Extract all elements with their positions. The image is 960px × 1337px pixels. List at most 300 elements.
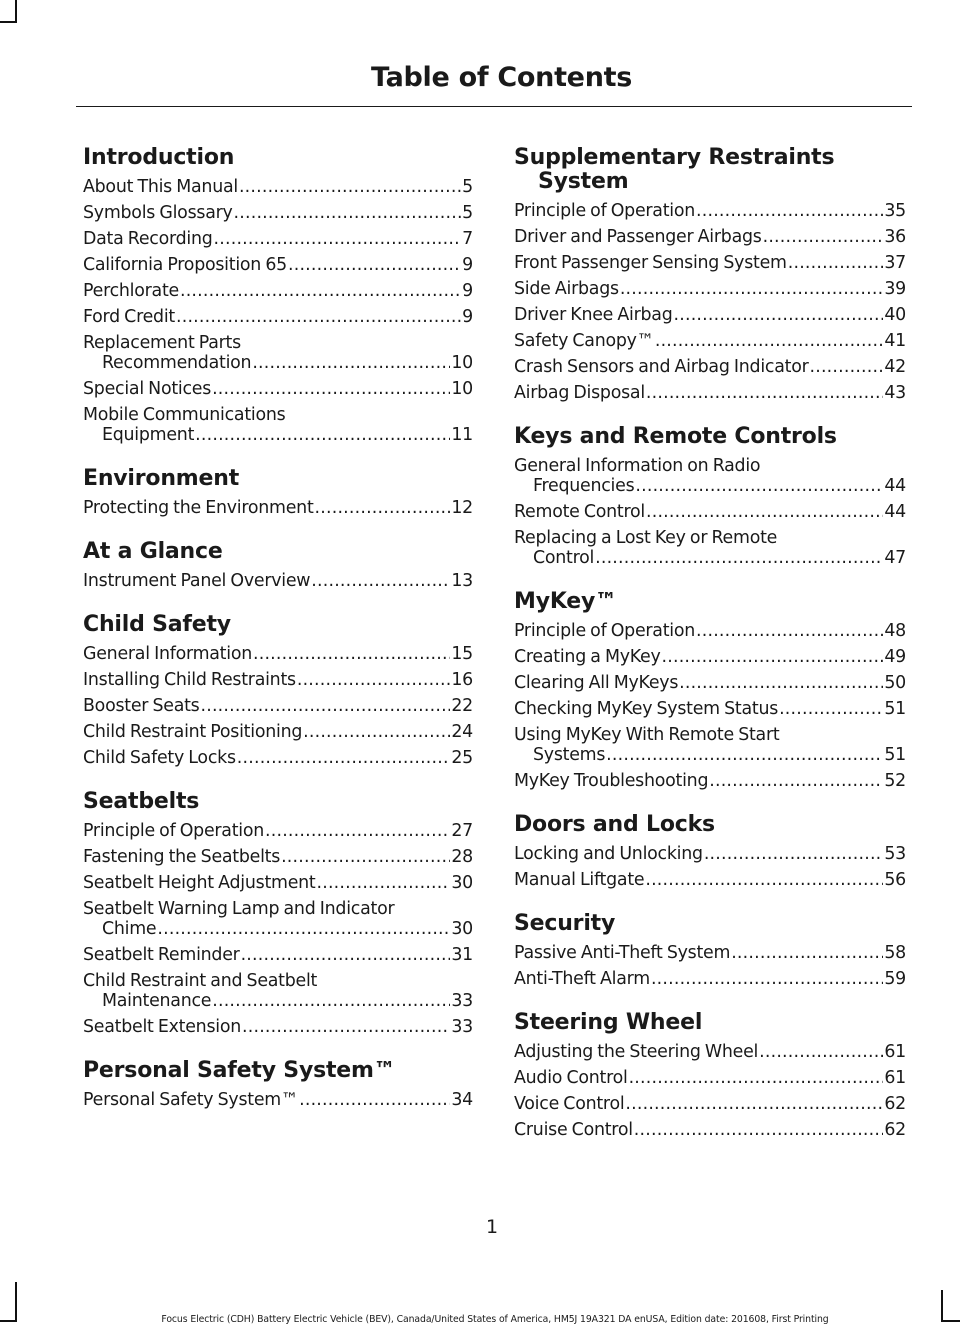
toc-entry-title: Instrument Panel Overview [83, 571, 311, 591]
section-title [83, 790, 473, 814]
toc-entry-page: 33 [451, 991, 473, 1011]
section-title [514, 1011, 906, 1035]
toc-entry-page: 51 [884, 745, 906, 765]
toc-entry[interactable] [83, 405, 473, 445]
toc-entry-page: 61 [884, 1042, 906, 1062]
toc-entry-line [83, 670, 473, 690]
toc-entry-title: Cruise Control [514, 1120, 633, 1140]
toc-entry[interactable] [514, 383, 906, 403]
toc-entry-title: Airbag Disposal [514, 383, 645, 403]
toc-entry-line [83, 498, 473, 518]
section-title-line: MyKey™ [514, 589, 617, 614]
toc-entry-page: 36 [884, 227, 906, 247]
section-title-line: At a Glance [83, 539, 223, 564]
toc-entry-line [514, 1042, 906, 1062]
toc-entry[interactable] [83, 873, 473, 893]
toc-entry-title: California Proposition 65 [83, 255, 287, 275]
toc-entry-line [514, 201, 906, 221]
toc-section [83, 613, 473, 768]
dot-leader [241, 945, 451, 965]
dot-leader [157, 919, 450, 939]
dot-leader [252, 353, 450, 373]
crop-mark [15, 1282, 17, 1322]
toc-entry-list [83, 177, 473, 445]
toc-entry-title: Remote Control [514, 502, 645, 522]
toc-entry-title: Seatbelt Warning Lamp and Indicator [83, 899, 395, 919]
toc-entry-line [514, 725, 906, 745]
toc-entry-title: Side Airbags [514, 279, 619, 299]
toc-entry[interactable] [514, 1120, 906, 1140]
toc-entry-page: 15 [451, 644, 473, 664]
dot-leader [779, 699, 883, 719]
dot-leader [679, 673, 883, 693]
dot-leader [281, 847, 450, 867]
toc-entry-list [514, 844, 906, 890]
toc-entry-title: Anti-Theft Alarm [514, 969, 650, 989]
toc-entry[interactable] [514, 771, 906, 791]
dot-leader [299, 1090, 450, 1110]
toc-entry-page: 62 [884, 1094, 906, 1114]
dot-leader [315, 498, 451, 518]
toc-entry[interactable] [83, 379, 473, 399]
toc-entry-line [514, 969, 906, 989]
toc-entry-title: About This Manual [83, 177, 238, 197]
toc-entry-page: 24 [451, 722, 473, 742]
dot-leader [195, 425, 450, 445]
toc-entry-line [83, 571, 473, 591]
toc-entry-page: 39 [884, 279, 906, 299]
dot-leader [651, 969, 883, 989]
toc-entry[interactable] [83, 333, 473, 373]
toc-entry-title: Mobile Communications [83, 405, 286, 425]
toc-entry-title: Checking MyKey System Status [514, 699, 779, 719]
toc-entry-list [83, 498, 473, 518]
toc-section [83, 1059, 473, 1110]
toc-entry-line [83, 899, 473, 919]
toc-entry-line [514, 771, 906, 791]
toc-entry[interactable] [514, 870, 906, 890]
toc-entry-page: 9 [462, 255, 473, 275]
toc-entry-line [514, 502, 906, 522]
dot-leader [239, 177, 461, 197]
toc-entry-line [83, 1017, 473, 1037]
section-title [514, 425, 906, 449]
toc-entry-title: Adjusting the Steering Wheel [514, 1042, 759, 1062]
toc-section [83, 467, 473, 518]
dot-leader [234, 203, 462, 223]
toc-entry-page: 58 [884, 943, 906, 963]
dot-leader [303, 722, 450, 742]
toc-entry-page: 12 [451, 498, 473, 518]
toc-entry-line [514, 870, 906, 890]
toc-entry-list [514, 456, 906, 568]
toc-entry-title: Special Notices [83, 379, 212, 399]
dot-leader [629, 1068, 884, 1088]
dot-leader [180, 281, 461, 301]
toc-entry-title: Manual Liftgate [514, 870, 645, 890]
toc-entry-page: 43 [884, 383, 906, 403]
toc-entry[interactable] [514, 621, 906, 641]
toc-entry-line [83, 919, 473, 939]
toc-entry-title: Child Restraint and Seatbelt [83, 971, 318, 991]
toc-entry-page: 62 [884, 1120, 906, 1140]
toc-entry-title: Crash Sensors and Airbag Indicator [514, 357, 809, 377]
toc-entry[interactable] [514, 502, 906, 522]
toc-entry[interactable] [83, 203, 473, 223]
toc-entry-title: Driver and Passenger Airbags [514, 227, 762, 247]
section-title [514, 590, 906, 614]
section-title-line: Child Safety [83, 612, 231, 637]
dot-leader [201, 696, 451, 716]
toc-entry-title: Equipment [102, 425, 195, 445]
toc-entry-title: Using MyKey With Remote Start [514, 725, 780, 745]
toc-entry-line [514, 357, 906, 377]
toc-entry-line [83, 353, 473, 373]
toc-entry-page: 49 [884, 647, 906, 667]
dot-leader [810, 357, 884, 377]
toc-entry[interactable] [83, 847, 473, 867]
toc-entry-page: 9 [462, 281, 473, 301]
section-title-line: Introduction [83, 145, 235, 170]
toc-entry[interactable] [83, 670, 473, 690]
toc-entry-line [514, 673, 906, 693]
toc-entry[interactable] [514, 253, 906, 273]
toc-section [514, 912, 906, 989]
toc-entry-page: 10 [451, 379, 473, 399]
toc-entry-line [83, 281, 473, 301]
toc-column-left [83, 146, 473, 1132]
toc-entry-page: 5 [462, 177, 473, 197]
toc-entry-page: 10 [451, 353, 473, 373]
toc-entry-page: 16 [451, 670, 473, 690]
dot-leader [288, 255, 461, 275]
toc-entry[interactable] [83, 748, 473, 768]
toc-entry-line [83, 748, 473, 768]
dot-leader [759, 1042, 883, 1062]
toc-entry-line [514, 844, 906, 864]
toc-entry-line [83, 203, 473, 223]
dot-leader [297, 670, 451, 690]
toc-entry-list [514, 201, 906, 403]
dot-leader [317, 873, 451, 893]
section-title [83, 613, 473, 637]
toc-entry-page: 9 [462, 307, 473, 327]
toc-entry-line [83, 722, 473, 742]
toc-entry-page: 56 [884, 870, 906, 890]
section-title [83, 467, 473, 491]
toc-entry[interactable] [83, 644, 473, 664]
toc-entry-title: MyKey Troubleshooting [514, 771, 709, 791]
toc-entry-page: 40 [884, 305, 906, 325]
toc-entry[interactable] [514, 1068, 906, 1088]
toc-entry[interactable] [514, 943, 906, 963]
toc-entry-line [83, 971, 473, 991]
toc-entry-title: Creating a MyKey [514, 647, 661, 667]
section-title-line: Supplementary Restraints [514, 145, 835, 170]
toc-entry-line [514, 383, 906, 403]
dot-leader [265, 821, 450, 841]
toc-section [514, 425, 906, 568]
dot-leader [646, 383, 883, 403]
toc-entry[interactable] [83, 971, 473, 1011]
dot-leader [731, 943, 883, 963]
toc-entry-page: 52 [884, 771, 906, 791]
toc-entry[interactable] [83, 255, 473, 275]
toc-entry[interactable] [514, 844, 906, 864]
dot-leader [645, 870, 883, 890]
toc-entry[interactable] [514, 201, 906, 221]
toc-entry-line [83, 847, 473, 867]
toc-entry-line [83, 255, 473, 275]
toc-entry-line [83, 696, 473, 716]
toc-entry-title: Booster Seats [83, 696, 200, 716]
toc-entry-line [83, 333, 473, 353]
toc-entry-title: Passive Anti-Theft System [514, 943, 731, 963]
toc-entry-title: Data Recording [83, 229, 213, 249]
toc-entry-title: Personal Safety System™ [83, 1090, 299, 1110]
section-title-line: Security [514, 911, 616, 936]
toc-entry-page: 44 [884, 476, 906, 496]
toc-entry-page: 41 [884, 331, 906, 351]
toc-entry[interactable] [514, 305, 906, 325]
section-title [514, 813, 906, 837]
toc-entry-title: Voice Control [514, 1094, 625, 1114]
toc-entry-page: 50 [884, 673, 906, 693]
toc-entry-line [514, 647, 906, 667]
dot-leader [595, 548, 883, 568]
toc-entry[interactable] [514, 969, 906, 989]
toc-entry-line [514, 331, 906, 351]
section-title-line: Seatbelts [83, 789, 200, 814]
toc-entry[interactable] [514, 1094, 906, 1114]
dot-leader [646, 502, 883, 522]
section-title-line: Environment [83, 466, 240, 491]
toc-entry-page: 61 [884, 1068, 906, 1088]
dot-leader [242, 1017, 450, 1037]
toc-entry-title: Installing Child Restraints [83, 670, 296, 690]
dot-leader [625, 1094, 883, 1114]
toc-entry-line [83, 229, 473, 249]
toc-entry-title: Replacing a Lost Key or Remote [514, 528, 778, 548]
toc-entry[interactable] [514, 699, 906, 719]
toc-entry-line [514, 699, 906, 719]
toc-entry-line [514, 279, 906, 299]
toc-section [83, 146, 473, 445]
toc-entry-list [83, 571, 473, 591]
toc-entry[interactable] [514, 279, 906, 299]
dot-leader [704, 844, 884, 864]
dot-leader [214, 229, 462, 249]
toc-entry-page: 28 [451, 847, 473, 867]
toc-entry[interactable] [83, 281, 473, 301]
dot-leader [620, 279, 884, 299]
toc-entry-line [83, 177, 473, 197]
toc-entry-list [83, 644, 473, 768]
toc-entry-line [83, 379, 473, 399]
toc-entry-title: Front Passenger Sensing System [514, 253, 787, 273]
toc-entry-line [83, 821, 473, 841]
toc-entry[interactable] [514, 673, 906, 693]
dot-leader [674, 305, 884, 325]
toc-entry-title: Recommendation [102, 353, 252, 373]
toc-entry-page: 34 [451, 1090, 473, 1110]
toc-entry[interactable] [514, 528, 906, 568]
dot-leader [176, 307, 461, 327]
toc-entry[interactable] [83, 307, 473, 327]
section-title-line: Personal Safety System™ [83, 1058, 396, 1083]
toc-entry-line [83, 873, 473, 893]
section-title [514, 912, 906, 936]
crop-mark [0, 1320, 17, 1322]
dot-leader [635, 476, 883, 496]
toc-entry-line [514, 476, 906, 496]
toc-entry-page: 33 [451, 1017, 473, 1037]
toc-entry[interactable] [83, 1017, 473, 1037]
toc-entry[interactable] [83, 229, 473, 249]
dot-leader [662, 647, 884, 667]
toc-entry-page: 25 [451, 748, 473, 768]
toc-entry-list [514, 943, 906, 989]
title-rule [76, 106, 912, 107]
toc-entry-page: 11 [451, 425, 473, 445]
toc-entry-title: Principle of Operation [514, 201, 696, 221]
toc-entry[interactable] [514, 331, 906, 351]
toc-entry[interactable] [83, 177, 473, 197]
toc-entry-page: 30 [451, 873, 473, 893]
toc-entry-page: 5 [462, 203, 473, 223]
toc-entry-title: Seatbelt Reminder [83, 945, 240, 965]
toc-section [514, 813, 906, 890]
toc-entry[interactable] [514, 725, 906, 765]
toc-entry[interactable] [83, 821, 473, 841]
toc-entry-title: Seatbelt Height Adjustment [83, 873, 316, 893]
toc-entry-page: 35 [884, 201, 906, 221]
toc-entry-line [514, 305, 906, 325]
dot-leader [212, 379, 450, 399]
section-title-line: Doors and Locks [514, 812, 715, 837]
toc-entry-line [514, 621, 906, 641]
toc-entry-list [514, 1042, 906, 1140]
toc-entry-title: Control [533, 548, 595, 568]
toc-entry-title: Perchlorate [83, 281, 179, 301]
toc-entry-line [83, 1090, 473, 1110]
dot-leader [763, 227, 884, 247]
toc-entry-title: Frequencies [533, 476, 635, 496]
toc-entry-title: Protecting the Environment [83, 498, 314, 518]
toc-entry-line [83, 644, 473, 664]
toc-entry-line [514, 227, 906, 247]
section-title [83, 1059, 473, 1083]
toc-entry[interactable] [83, 498, 473, 518]
toc-entry-title: Safety Canopy™ [514, 331, 654, 351]
toc-section [514, 146, 906, 403]
section-title-line: Keys and Remote Controls [514, 424, 837, 449]
dot-leader [709, 771, 883, 791]
dot-leader [606, 745, 883, 765]
toc-entry[interactable] [514, 456, 906, 496]
toc-entry-title: Principle of Operation [514, 621, 696, 641]
toc-entry-title: Chime [102, 919, 157, 939]
footer-text: Focus Electric (CDH) Battery Electric Vehicle (BEV), Canada/United States of America, HM5J 19A321 DA enUSA, Edition date: 201608, First Printing [161, 1314, 829, 1325]
toc-entry[interactable] [83, 722, 473, 742]
toc-section [514, 1011, 906, 1140]
toc-section [83, 790, 473, 1037]
toc-entry-page: 53 [884, 844, 906, 864]
dot-leader [212, 991, 450, 1011]
dot-leader [696, 201, 883, 221]
toc-entry-page: 51 [884, 699, 906, 719]
toc-entry-title: Maintenance [102, 991, 212, 1011]
toc-entry-title: Child Safety Locks [83, 748, 236, 768]
section-title [83, 146, 473, 170]
toc-entry-page: 47 [884, 548, 906, 568]
toc-entry-line [514, 528, 906, 548]
toc-entry[interactable] [83, 571, 473, 591]
toc-entry-page: 13 [451, 571, 473, 591]
toc-column-right [514, 146, 906, 1162]
toc-entry[interactable] [514, 227, 906, 247]
crop-mark [0, 21, 17, 23]
toc-entry[interactable] [83, 945, 473, 965]
toc-entry-page: 37 [884, 253, 906, 273]
toc-entry-page: 22 [451, 696, 473, 716]
dot-leader [253, 644, 450, 664]
toc-entry-line [83, 991, 473, 1011]
toc-entry-page: 42 [884, 357, 906, 377]
toc-entry-list [83, 1090, 473, 1110]
section-title [83, 540, 473, 564]
toc-entry-line [83, 405, 473, 425]
toc-entry-title: Ford Credit [83, 307, 175, 327]
toc-entry-title: General Information [83, 644, 252, 664]
dot-leader [655, 331, 884, 351]
page-number: 1 [485, 1216, 499, 1238]
toc-entry-title: Replacement Parts [83, 333, 241, 353]
toc-entry-line [514, 1068, 906, 1088]
toc-entry-title: Symbols Glossary [83, 203, 233, 223]
toc-entry-title: Fastening the Seatbelts [83, 847, 281, 867]
page-title: Table of Contents [370, 62, 632, 93]
toc-entry-line [514, 1120, 906, 1140]
section-title [514, 146, 906, 194]
toc-entry-page: 27 [451, 821, 473, 841]
toc-entry-line [514, 253, 906, 273]
toc-entry-list [514, 621, 906, 791]
toc-entry[interactable] [514, 647, 906, 667]
toc-entry-line [514, 1094, 906, 1114]
toc-entry-line [83, 945, 473, 965]
toc-entry[interactable] [514, 1042, 906, 1062]
toc-entry[interactable] [514, 357, 906, 377]
crop-mark [15, 0, 17, 22]
toc-entry-line [514, 745, 906, 765]
dot-leader [634, 1120, 884, 1140]
toc-entry-page: 30 [451, 919, 473, 939]
dot-leader [788, 253, 884, 273]
toc-entry-title: Systems [533, 745, 606, 765]
toc-entry-line [83, 425, 473, 445]
toc-entry-title: Principle of Operation [83, 821, 265, 841]
toc-entry[interactable] [83, 899, 473, 939]
toc-entry-page: 7 [462, 229, 473, 249]
section-title-line: Steering Wheel [514, 1010, 703, 1035]
toc-entry-title: Seatbelt Extension [83, 1017, 242, 1037]
dot-leader [696, 621, 883, 641]
toc-entry[interactable] [83, 1090, 473, 1110]
section-title-line: System [538, 169, 629, 194]
toc-entry[interactable] [83, 696, 473, 716]
dot-leader [311, 571, 450, 591]
